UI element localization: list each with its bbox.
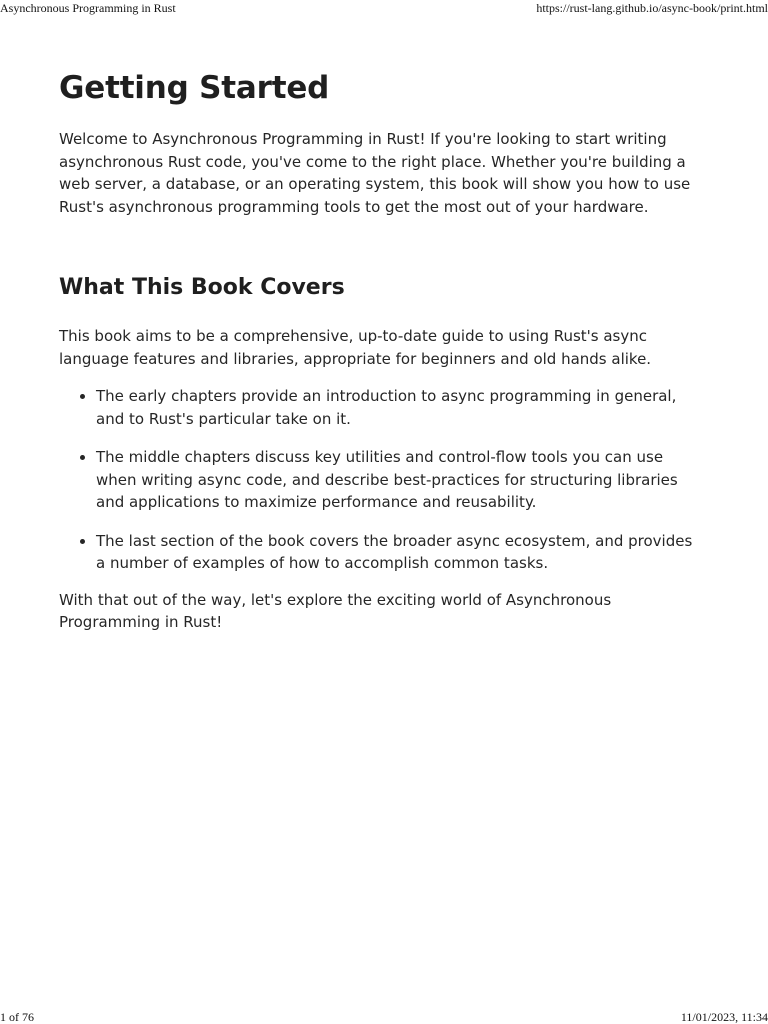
page-number: 1 of 76 (0, 1010, 34, 1024)
list-item: • The middle chapters discuss key utilities and control-flow tools you can use when writing async code, and describe best-practices for structuring libraries and applications to maximize performance and reusability. (96, 446, 699, 514)
closing-paragraph: With that out of the way, let's explore the exciting world of Asynchronous Programming in Rust! (59, 590, 612, 631)
list-item: • The last section of the book covers the broader async ecosystem, and provides a number of examples of how to accomplish common tasks. (96, 530, 699, 575)
document-title-header: Asynchronous Programming in Rust (0, 1, 176, 15)
main-content (59, 60, 699, 634)
print-timestamp: 11/01/2023, 11:34 (680, 1010, 768, 1024)
section-heading: What This Book Covers (59, 275, 345, 300)
page-url: https://rust-lang.github.io/async-book/print.html (536, 1, 768, 15)
bullet-list (59, 385, 699, 575)
intro-paragraph: Welcome to Asynchronous Programming in Rust! If you're looking to start writing asynchronous Rust code, you've come to the right place. Whether you're building a web server, a database, or an operating system, this book will show you how to use Rust's asynchronous programming tools to get the most out of your hardware. (59, 130, 691, 216)
section-intro-paragraph: This book aims to be a comprehensive, up-to-date guide to using Rust's async language features and libraries, appropriate for beginners and old hands alike. (59, 327, 652, 368)
page-title: Getting Started (59, 70, 330, 106)
print-header (0, 1, 768, 15)
print-footer (0, 1010, 768, 1024)
list-item: • The early chapters provide an introduction to async programming in general, and to Rust's particular take on it. (96, 385, 699, 430)
